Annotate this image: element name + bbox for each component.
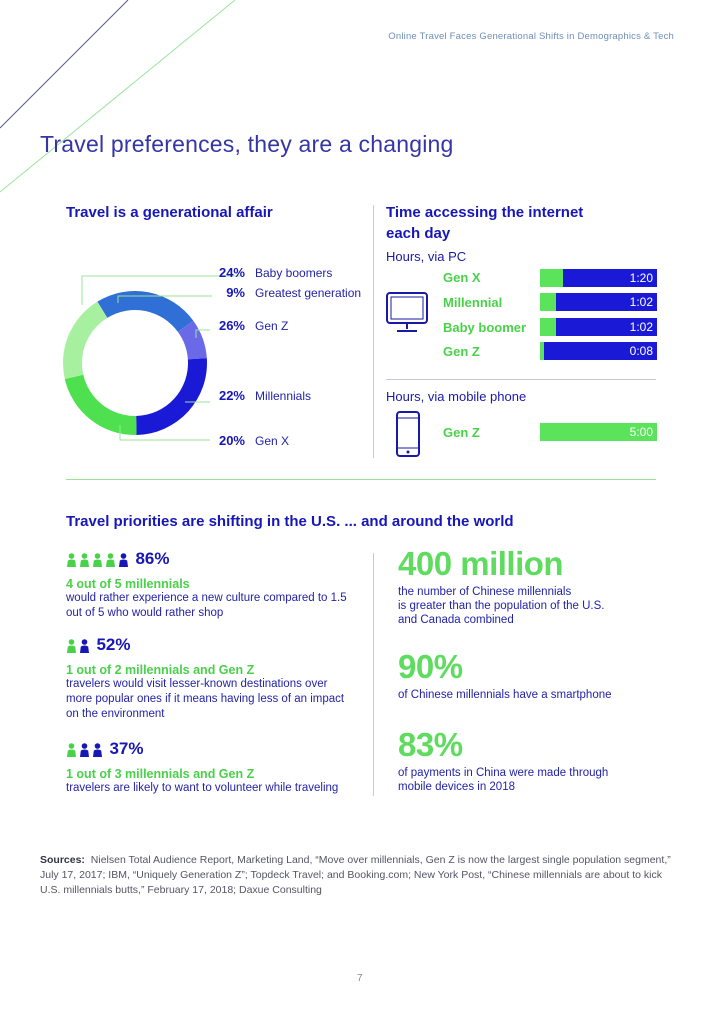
- running-header: Online Travel Faces Generational Shifts in Demographics & Tech: [388, 31, 674, 42]
- page-title: Travel preferences, they are a changing: [40, 131, 454, 157]
- stat-headline: 4 out of 5 millennials: [66, 577, 190, 591]
- stat-body-line: more popular ones if it means having less of an impact: [66, 693, 345, 705]
- world-stat-83: [398, 726, 608, 794]
- bar-value: 1:02: [629, 320, 653, 334]
- sources: [40, 853, 674, 898]
- mobile-bar-gen-z: [540, 423, 657, 441]
- person-icon: [105, 553, 116, 567]
- stat-body-line: on the environment: [66, 708, 165, 720]
- person-icon: [118, 553, 129, 567]
- big-number: 400 million: [398, 545, 564, 582]
- mobile-phone-icon: [395, 410, 421, 460]
- pc-label: Hours, via PC: [386, 249, 467, 264]
- stat-body-line: travelers are likely to want to volunteer while traveling: [66, 782, 339, 794]
- legend-label: Greatest generation: [255, 286, 362, 300]
- legend-millennials: [180, 388, 390, 404]
- internet-title-line1: Time accessing the internet: [386, 204, 584, 221]
- stat-body-line: out of 5 who would rather shop: [66, 607, 224, 619]
- big-body-line: the number of Chinese millennials: [398, 586, 572, 598]
- legend-pct: 9%: [226, 285, 245, 300]
- mobile-row-label: Gen Z: [443, 425, 480, 440]
- stat-52: [66, 635, 344, 722]
- person-icon: [66, 743, 77, 757]
- person-icon: [92, 553, 103, 567]
- page-number: 7: [357, 973, 363, 984]
- legend-pct: 24%: [218, 265, 245, 280]
- pc-bar-millennial: [540, 293, 657, 311]
- section-divider: [373, 205, 374, 458]
- stat-86: [66, 549, 347, 621]
- sources-label: Sources:: [40, 854, 85, 866]
- person-icon: [92, 743, 103, 757]
- stat-headline: 1 out of 3 millennials and Gen Z: [66, 767, 255, 781]
- stat-body-line: travelers would visit lesser-known destinations over: [66, 678, 328, 690]
- bar-fill: [540, 293, 556, 311]
- pc-bar-baby-boomer: [540, 318, 657, 336]
- people-icons: [66, 551, 131, 568]
- pc-bar-gen-z: [540, 342, 657, 360]
- bar-fill: [540, 318, 556, 336]
- legend-pct: 26%: [218, 318, 245, 333]
- big-body-line: of Chinese millennials have a smartphone: [398, 689, 612, 701]
- stat-body-line: would rather experience a new culture compared to 1.5: [66, 592, 347, 604]
- stat-percent: 86%: [135, 549, 170, 568]
- bar-value: 1:02: [629, 295, 653, 309]
- bar-value: 0:08: [629, 344, 653, 358]
- people-icons: [66, 741, 105, 758]
- legend-pct: 20%: [218, 433, 245, 448]
- person-icon: [66, 639, 77, 653]
- stat-37: [66, 739, 338, 796]
- big-body-line: and Canada combined: [398, 614, 514, 626]
- mobile-label: Hours, via mobile phone: [386, 389, 527, 404]
- divider: [386, 379, 656, 380]
- legend-baby-boomers: [180, 265, 390, 281]
- bar-fill: [540, 269, 563, 287]
- internet-title: [386, 202, 583, 244]
- legend-gen-z: [180, 318, 390, 334]
- stat-header: [66, 635, 344, 657]
- bar-value: 5:00: [629, 425, 653, 439]
- legend-pct: 22%: [218, 388, 245, 403]
- stat-percent: 37%: [109, 739, 144, 758]
- big-body-line: of payments in China were made through: [398, 767, 609, 779]
- world-stat-90: [398, 648, 612, 702]
- person-icon: [79, 743, 90, 757]
- legend-greatest-generation: [180, 285, 390, 301]
- pc-row-label: Baby boomer: [443, 320, 527, 335]
- pc-row-label: Millennial: [443, 295, 503, 310]
- big-number: 90%: [398, 648, 463, 685]
- big-body-line: mobile devices in 2018: [398, 781, 515, 793]
- person-icon: [79, 639, 90, 653]
- legend-label: Millennials: [255, 389, 312, 403]
- stat-header: [66, 549, 347, 571]
- bar-value: 1:20: [629, 271, 653, 285]
- legend-label: Gen X: [255, 434, 290, 448]
- pc-row-label: Gen Z: [443, 344, 480, 359]
- pc-bar-gen-x: [540, 269, 657, 287]
- sources-text: Nielsen Total Audience Report, Marketing Land, “Move over millennials, Gen Z is now the largest single population segment,” July 17, 2017; IBM, “Uniquely Generation Z”; Topdeck Travel; and Booking.com; New York Post, “Chinese millennials are about to kick U.S. millennials butts,” February 17, 2018; Daxue Consulting: [40, 854, 671, 896]
- section-divider-horizontal: [66, 479, 656, 480]
- world-stat-400-million: [398, 545, 605, 627]
- generational-title: Travel is a generational affair: [66, 204, 273, 221]
- bar-fill: [540, 342, 544, 360]
- internet-title-line2: each day: [386, 225, 451, 242]
- section-divider: [373, 553, 374, 796]
- priorities-title: Travel priorities are shifting in the U.S. ... and around the world: [66, 513, 514, 530]
- big-number: 83%: [398, 726, 463, 763]
- stat-headline: 1 out of 2 millennials and Gen Z: [66, 663, 255, 677]
- person-icon: [66, 553, 77, 567]
- pc-row-label: Gen X: [443, 270, 481, 285]
- legend-label: Baby boomers: [255, 266, 333, 280]
- stat-header: [66, 739, 338, 761]
- legend-label: Gen Z: [255, 319, 289, 333]
- stat-percent: 52%: [96, 635, 131, 654]
- big-body-line: is greater than the population of the U.S.: [398, 600, 605, 612]
- desktop-monitor-icon: [384, 290, 430, 336]
- person-icon: [79, 553, 90, 567]
- legend-gen-x: [180, 433, 390, 449]
- people-icons: [66, 637, 92, 654]
